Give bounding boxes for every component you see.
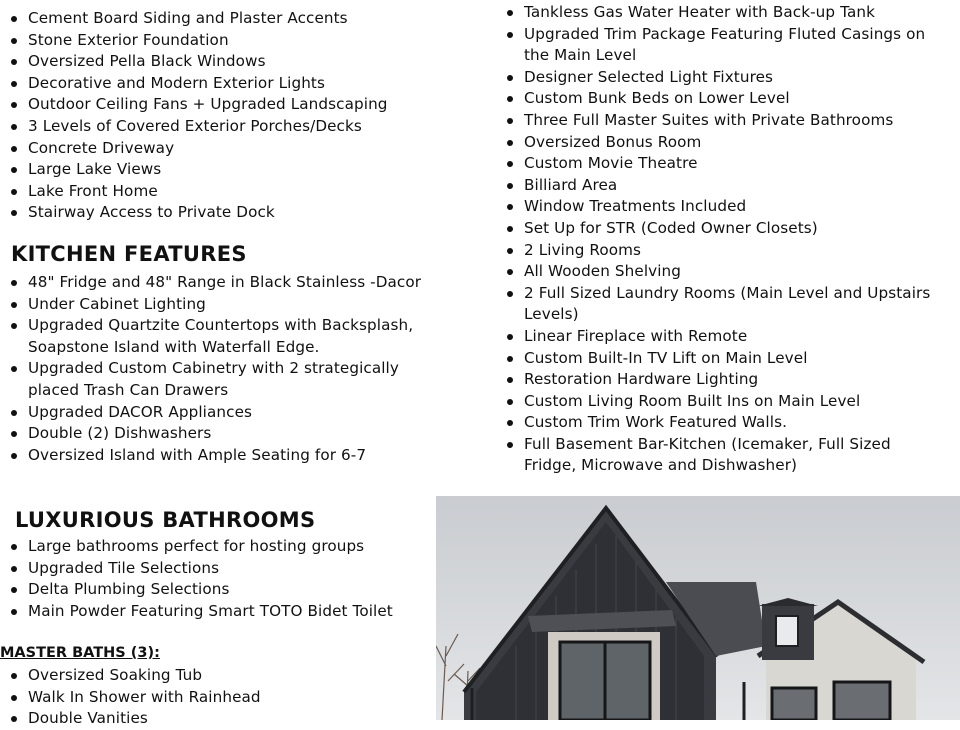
list-item: Set Up for STR (Coded Owner Closets) (502, 218, 942, 240)
list-item: Double (2) Dishwashers (6, 423, 436, 445)
list-item: Upgraded Custom Cabinetry with 2 strategically placed Trash Can Drawers (6, 358, 436, 401)
list-item: Cement Board Siding and Plaster Accents (6, 8, 426, 30)
master-baths-subheading: MASTER BATHS (3): (0, 645, 160, 661)
list-item: Restoration Hardware Lighting (502, 369, 942, 391)
list-item: Oversized Island with Ample Seating for 6-7 (6, 445, 436, 467)
list-item: Main Powder Featuring Smart TOTO Bidet Toilet (6, 601, 426, 623)
list-item: Linear Fireplace with Remote (502, 326, 942, 348)
list-item: Custom Built-In TV Lift on Main Level (502, 348, 942, 370)
list-item: Concrete Driveway (6, 138, 426, 160)
list-item: Walk In Shower with Rainhead (6, 687, 426, 709)
list-item: Large Lake Views (6, 159, 426, 181)
bathrooms-heading: LUXURIOUS BATHROOMS (15, 508, 316, 532)
list-item: Oversized Soaking Tub (6, 665, 426, 687)
list-item: Upgraded Tile Selections (6, 558, 426, 580)
list-item: Oversized Bonus Room (502, 132, 942, 154)
kitchen-features-list (6, 272, 436, 466)
list-item: Custom Movie Theatre (502, 153, 942, 175)
dormer-window (776, 616, 798, 646)
list-item: 3 Levels of Covered Exterior Porches/Decks (6, 116, 426, 138)
list-item: Custom Living Room Built Ins on Main Level (502, 391, 942, 413)
list-item: Upgraded Trim Package Featuring Fluted Casings on the Main Level (502, 24, 942, 67)
list-item: Stone Exterior Foundation (6, 30, 426, 52)
list-item: Double Vanities (6, 708, 426, 730)
list-item: Custom Bunk Beds on Lower Level (502, 88, 942, 110)
master-baths-list (6, 665, 426, 730)
list-item: Delta Plumbing Selections (6, 579, 426, 601)
list-item: Three Full Master Suites with Private Bathrooms (502, 110, 942, 132)
list-item: All Wooden Shelving (502, 261, 942, 283)
house-illustration (436, 496, 960, 720)
kitchen-features-heading: KITCHEN FEATURES (11, 242, 247, 266)
list-item: Upgraded DACOR Appliances (6, 402, 436, 424)
list-item: Window Treatments Included (502, 196, 942, 218)
house-exterior-photo (436, 496, 960, 720)
lower-window-left (772, 688, 816, 720)
list-item: Large bathrooms perfect for hosting groups (6, 536, 426, 558)
list-item: Designer Selected Light Fixtures (502, 67, 942, 89)
exterior-features-list (6, 8, 426, 224)
list-item: Under Cabinet Lighting (6, 294, 436, 316)
lower-window-right (834, 682, 890, 720)
list-item: 2 Living Rooms (502, 240, 942, 262)
list-item: Stairway Access to Private Dock (6, 202, 426, 224)
list-item: Upgraded Quartzite Countertops with Backsplash, Soapstone Island with Waterfall Edge. (6, 315, 436, 358)
bathrooms-list (6, 536, 426, 622)
list-item: Decorative and Modern Exterior Lights (6, 73, 426, 95)
list-item: Full Basement Bar-Kitchen (Icemaker, Full Sized Fridge, Microwave and Dishwasher) (502, 434, 942, 477)
list-item: Outdoor Ceiling Fans + Upgraded Landscaping (6, 94, 426, 116)
list-item: Lake Front Home (6, 181, 426, 203)
list-item: Billiard Area (502, 175, 942, 197)
list-item: 2 Full Sized Laundry Rooms (Main Level and Upstairs Levels) (502, 283, 942, 326)
interior-features-list (502, 2, 942, 477)
list-item: Custom Trim Work Featured Walls. (502, 412, 942, 434)
list-item: 48" Fridge and 48" Range in Black Stainless -Dacor (6, 272, 436, 294)
list-item: Tankless Gas Water Heater with Back-up Tank (502, 2, 942, 24)
list-item: Oversized Pella Black Windows (6, 51, 426, 73)
